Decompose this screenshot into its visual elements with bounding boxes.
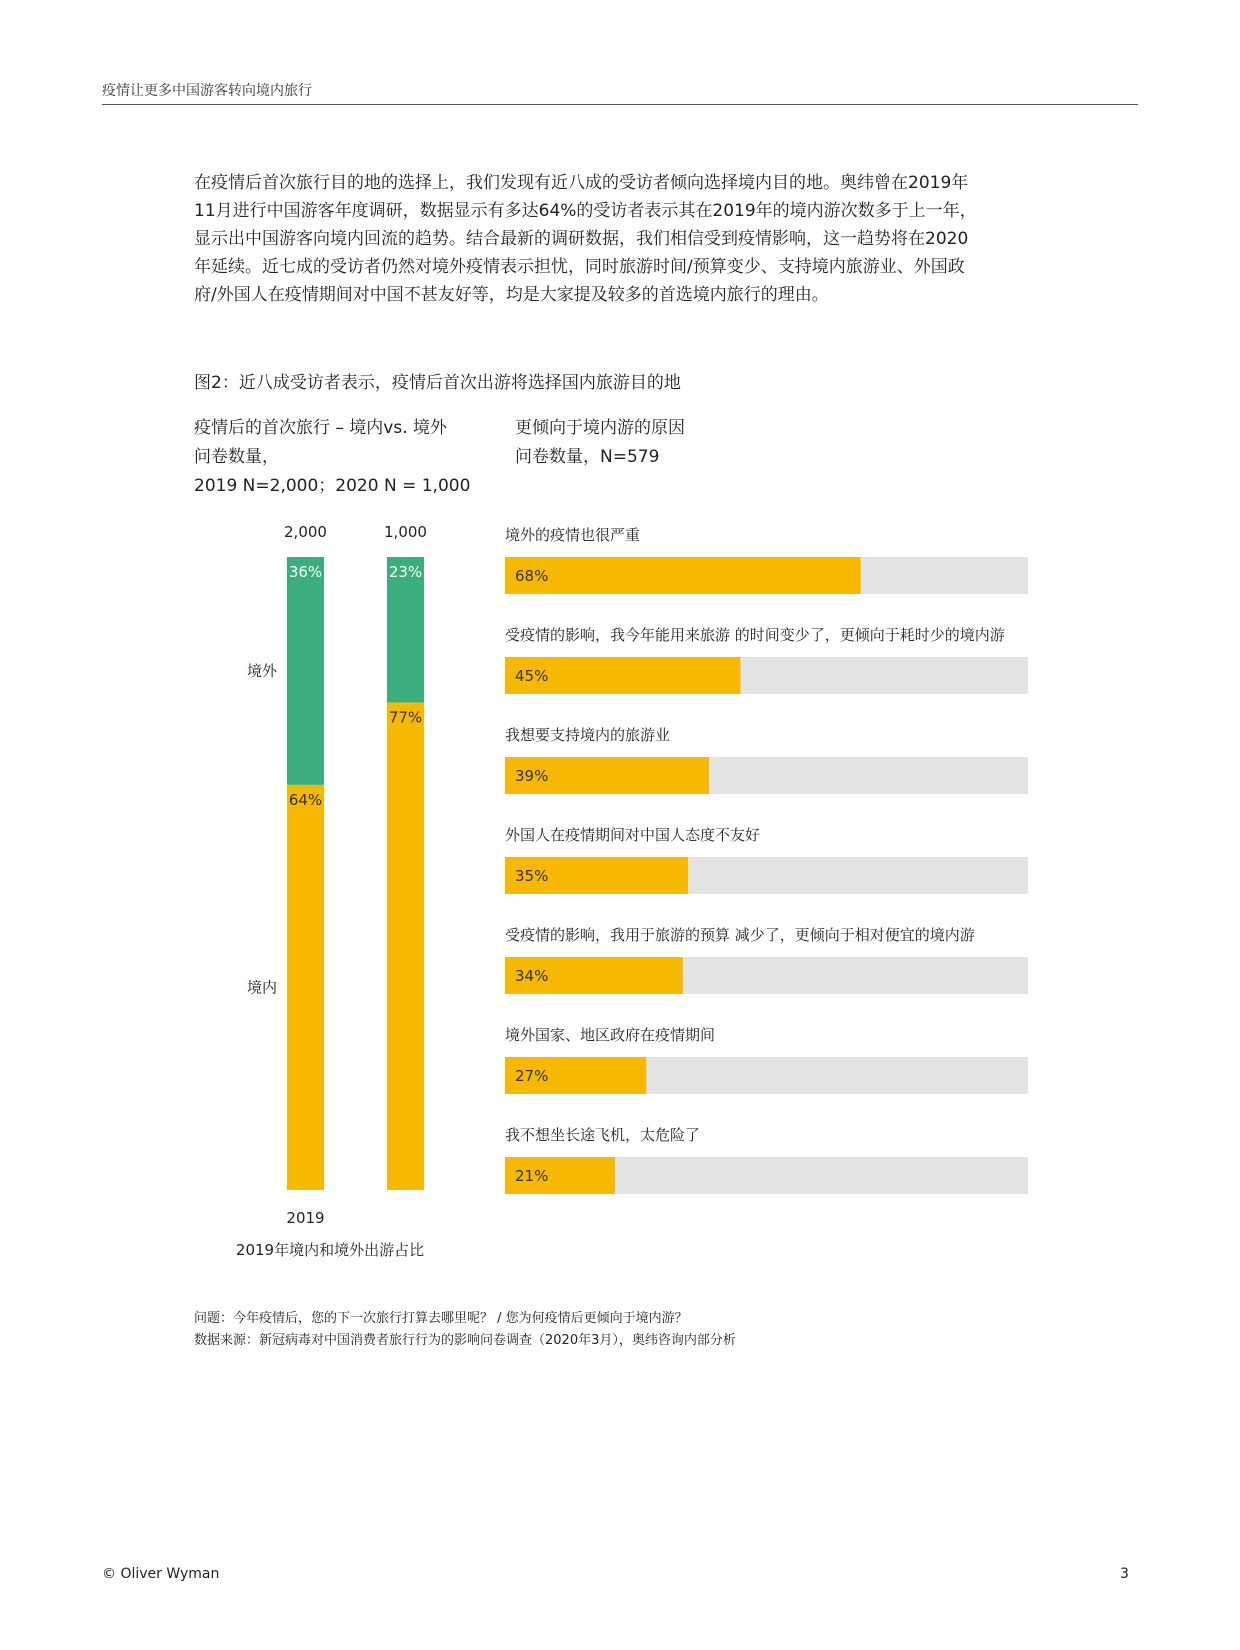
bar-data-label: 45% <box>515 667 549 685</box>
bar-data-label: 27% <box>515 1067 549 1085</box>
figure-title: 图2：近八成受访者表示，疫情后首次出游将选择国内旅游目的地 <box>194 373 681 393</box>
bar-data-label: 68% <box>515 567 549 585</box>
segment-category-label: 境内 <box>246 978 277 997</box>
reason-label: 外国人在疫情期间对中国人态度不友好 <box>505 826 761 844</box>
reason-label: 境外的疫情也很严重 <box>505 526 641 544</box>
segment-category-label: 境外 <box>246 661 277 680</box>
reason-label: 我想要支持境内的旅游业 <box>505 726 671 744</box>
figure-notes <box>194 1308 736 1352</box>
page-number: 3 <box>1120 1566 1129 1582</box>
intro-line: 显示出中国游客向境内回流的趋势。结合最新的调研数据，我们相信受到疫情影响，这一趋势将在2020 <box>194 229 969 249</box>
chart-x-axis-label: 2019年境内和境外出游占比 <box>235 1241 425 1259</box>
right-heading-line: 问卷数量，N=579 <box>515 447 660 467</box>
reason-label: 受疫情的影响，我今年能用来旅游 的时间变少了，更倾向于耗时少的境内游 <box>505 626 1005 644</box>
column-total-label: 2,000 <box>284 523 327 541</box>
intro-line: 府/外国人在疫情期间对中国不甚友好等，均是大家提及较多的首选境内旅行的理由。 <box>194 285 829 305</box>
question-note: 问题：今年疫情后，您的下一次旅行打算去哪里呢？ / 您为何疫情后更倾向于境内游？ <box>194 1311 688 1326</box>
reason-label: 境外国家、地区政府在疫情期间 <box>505 1026 716 1044</box>
column-category-label: 2019 <box>286 1209 325 1227</box>
reason-label: 受疫情的影响，我用于旅游的预算 减少了，更倾向于相对便宜的境内游 <box>505 926 975 944</box>
left-heading-line: 2019 N=2,000；2020 N = 1,000 <box>194 476 471 496</box>
stacked-bar-segment-domestic <box>287 785 324 1190</box>
left-heading-line: 疫情后的首次旅行 – 境内vs. 境外 <box>194 418 448 438</box>
bar-data-label: 35% <box>515 867 549 885</box>
column-total-label: 1,000 <box>384 523 427 541</box>
source-note: 数据来源：新冠病毒对中国消费者旅行行为的影响问卷调查（2020年3月），奥纬咨询内部分析 <box>194 1333 736 1348</box>
segment-data-label: 77% <box>388 708 423 727</box>
bar-data-label: 21% <box>515 1167 549 1185</box>
intro-line: 年延续。近七成的受访者仍然对境外疫情表示担忧，同时旅游时间/预算变少、支持境内旅游业、外国政 <box>194 257 965 277</box>
segment-data-label: 36% <box>288 563 323 581</box>
stacked-bar-segment-domestic <box>387 703 424 1190</box>
stacked-bar-segment-outbound <box>287 557 324 785</box>
intro-line: 11月进行中国游客年度调研，数据显示有多达64%的受访者表示其在2019年的境内游次数多于上一年， <box>194 201 977 221</box>
reason-bar <box>505 557 861 594</box>
footer-copyright: © Oliver Wyman <box>102 1566 220 1582</box>
intro-line: 在疫情后首次旅行目的地的选择上，我们发现有近八成的受访者倾向选择境内目的地。奥纬曾在2019年 <box>194 173 969 193</box>
segment-data-label: 23% <box>388 563 423 581</box>
header-title: 疫情让更多中国游客转向境内旅行 <box>102 83 312 99</box>
segment-data-label: 64% <box>288 790 323 809</box>
left-heading-line: 问卷数量， <box>194 447 279 467</box>
reason-label: 我不想坐长途飞机，太危险了 <box>505 1126 701 1144</box>
right-heading-line: 更倾向于境内游的原因 <box>515 418 685 438</box>
bar-data-label: 34% <box>515 967 549 985</box>
bar-data-label: 39% <box>515 767 549 785</box>
